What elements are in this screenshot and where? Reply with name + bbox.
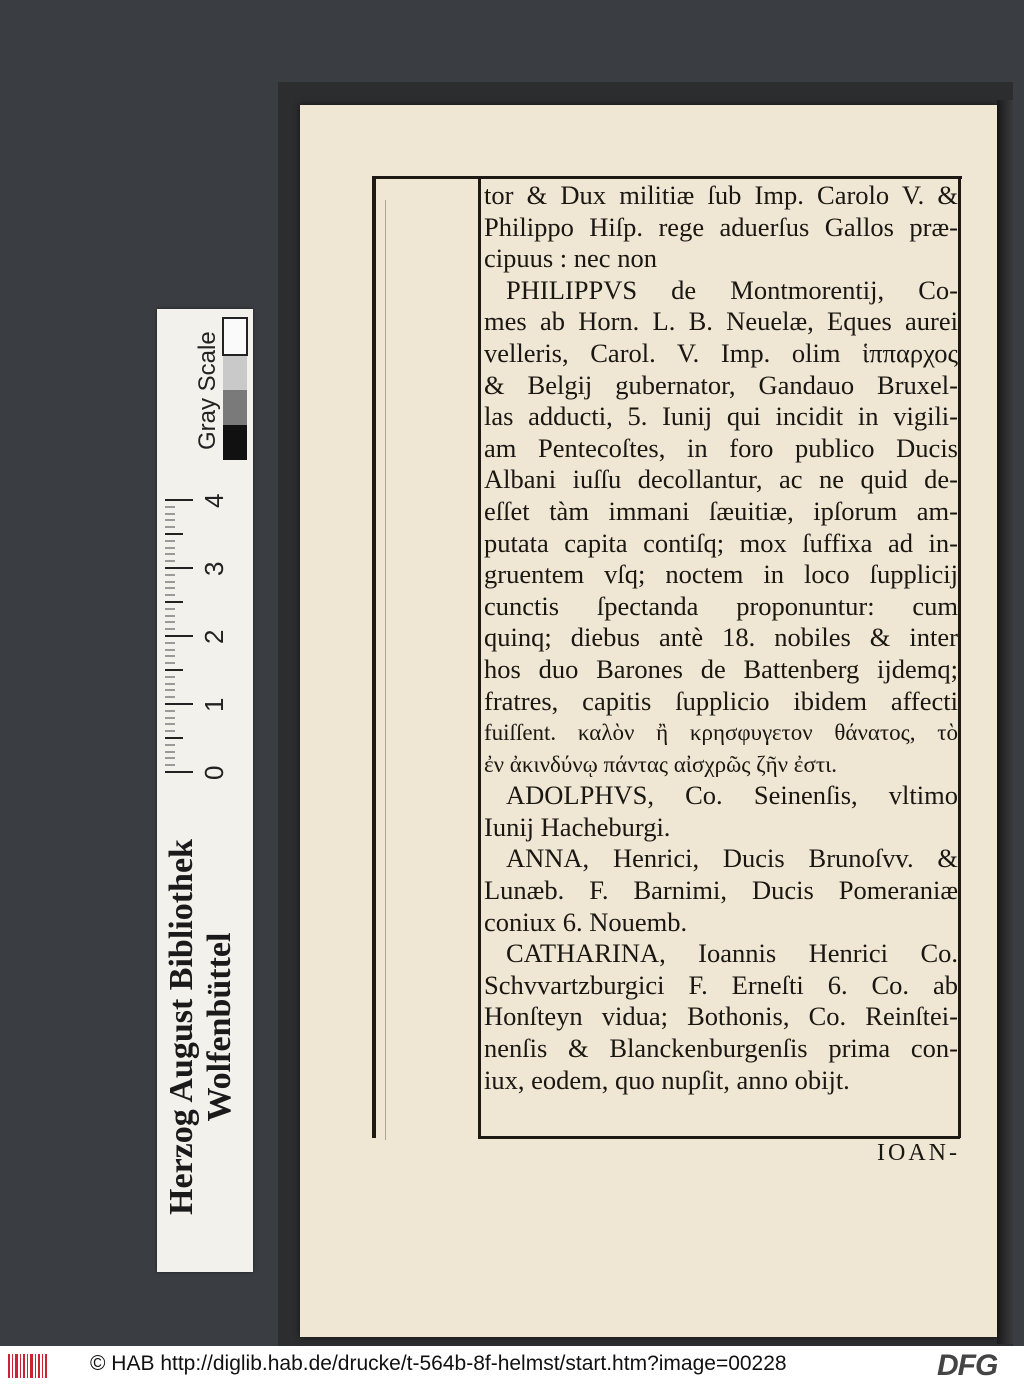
text-line: quinq; diebus antè 18. nobiles & inter (484, 622, 958, 653)
scale-number: 3 (199, 561, 229, 576)
scale-number: 1 (199, 697, 229, 712)
text-line: putata capita contiſq; mox ſuffixa ad in- (484, 527, 958, 558)
catchword: IOAN- (877, 1140, 960, 1166)
page-text (484, 180, 958, 1096)
scale-number: 4 (199, 493, 229, 508)
text-line: ANNA, Henrici, Ducis Brunoſvv. & (506, 843, 958, 874)
text-line: coniux 6. Nouemb. (484, 906, 688, 937)
text-line: Philippo Hiſp. rege aduerſus Gallos præ- (484, 211, 958, 242)
gray-scale-label: Gray Scale (194, 331, 221, 450)
text-line: nenſis & Blanckenburgenſis prima con- (484, 1033, 958, 1064)
footer-credit[interactable]: © HAB http://diglib.hab.de/drucke/t-564b-8f-helmst/start.htm?image=00228 (90, 1352, 787, 1375)
text-line: velleris, Carol. V. Imp. olim ἱππαρχος (484, 337, 958, 368)
text-line: Lunæb. F. Barnimi, Ducis Pomeraniæ (484, 875, 958, 906)
greek-text-line: ἐν ἀκινδύνῳ πάντας αἰσχρῶς ζῆν ἐστι. (484, 751, 838, 777)
text-line: las adducti, 5. Iunij qui incidit in vigili- (484, 401, 958, 432)
ruler-title-line: Wolfenbüttel (201, 932, 238, 1122)
page-edge (997, 100, 1013, 1344)
scale-number: 0 (199, 765, 229, 780)
text-line: gruentem vſq; noctem in loco ſupplicij (484, 559, 958, 590)
text-line: Honſteyn vidua; Bothonis, Co. Reinſtei- (484, 1001, 958, 1032)
text-line: cipuus : nec non (484, 243, 657, 274)
text-line: mes ab Horn. L. B. Neuelæ, Eques aurei (484, 306, 958, 337)
text-line: PHILIPPVS de Montmorentij, Co- (506, 274, 958, 305)
text-line: eſſet tàm immani ſæuitiæ, ipſorum am- (484, 495, 958, 526)
text-line: iux, eodem, quo nupſit, anno obijt. (484, 1064, 850, 1095)
frame-rule-right (958, 176, 961, 1138)
frame-rule-left (372, 178, 376, 1138)
ruler-title-line: Herzog August Bibliothek (163, 839, 200, 1215)
text-line: am Pentecoſtes, in foro publico Ducis (484, 432, 958, 463)
text-line: Iunij Hacheburgi. (484, 811, 671, 842)
text-line: CATHARINA, Ioannis Henrici Co. (506, 938, 958, 969)
frame-rule-bottom (478, 1136, 960, 1139)
text-line: tor & Dux militiæ ſub Imp. Carolo V. & (484, 180, 958, 210)
footer-bar (0, 1346, 1024, 1386)
text-line: fratres, capitis ſupplicio ibidem affecti (484, 685, 958, 716)
frame-rule-top (372, 176, 962, 179)
frame-rule-text-left (478, 178, 481, 1138)
library-ruler (157, 309, 253, 1272)
greek-text-line: fuiſſent. καλὸν ἢ κρησφυγετον θάνατος, τὸ (484, 720, 958, 746)
ruler-title (163, 792, 239, 1262)
barcode-icon (8, 1352, 48, 1380)
text-line: cunctis ſpectanda proponuntur: cum (484, 590, 958, 621)
text-line: & Belgij gubernator, Gandauo Bruxel- (484, 369, 958, 400)
frame-rule-inner (385, 200, 386, 1140)
centimeter-scale (163, 312, 247, 780)
text-line: Albani iuſſu decollantur, ac ne quid de- (484, 464, 958, 495)
text-line: ADOLPHVS, Co. Seinenſis, vltimo (506, 780, 958, 811)
text-line: hos duo Barones de Battenberg ijdemq; (484, 653, 958, 684)
scale-number: 2 (199, 629, 229, 644)
dfg-logo: DFG (937, 1349, 998, 1382)
text-line: Schvvartzburgici F. Erneſti 6. Co. ab (484, 969, 958, 1000)
